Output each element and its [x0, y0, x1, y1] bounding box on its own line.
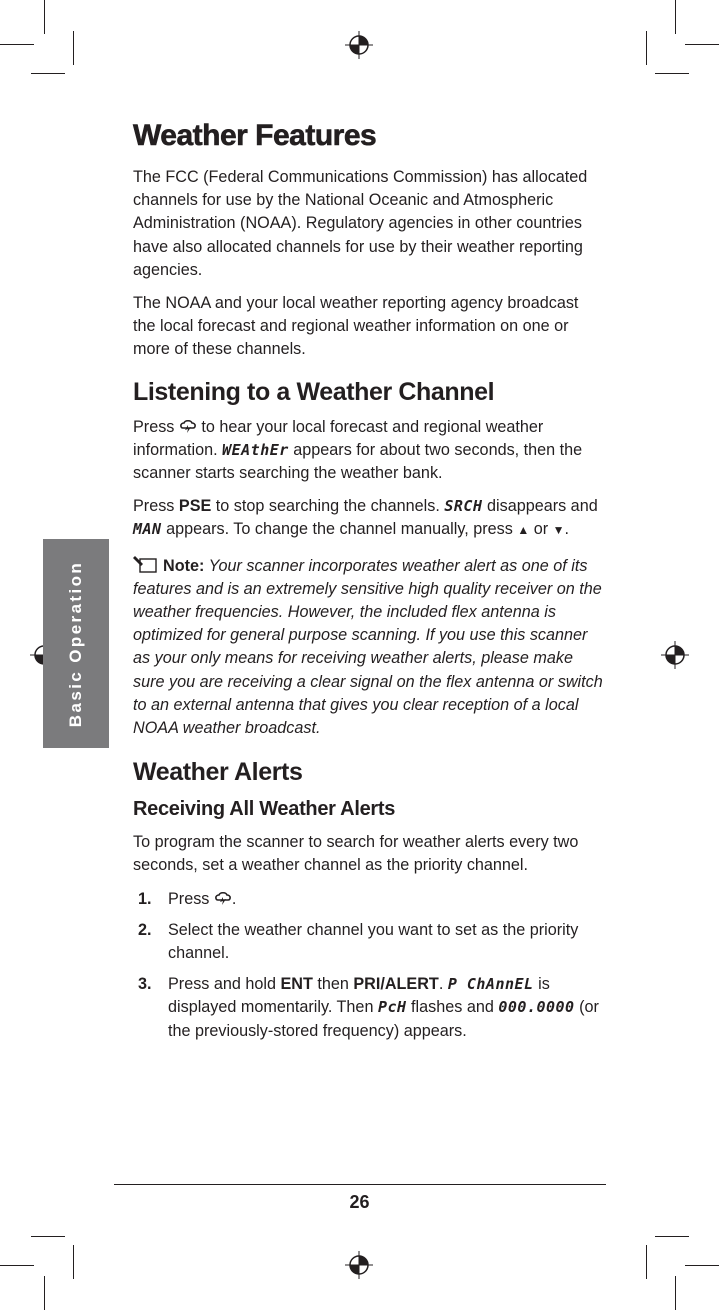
crop-mark [646, 31, 647, 65]
listening-para-1 [133, 416, 603, 486]
side-tab-label: Basic Operation [66, 560, 85, 727]
weather-features-para-1: The FCC (Federal Communications Commission) has allocated channels for use by the National Oceanic and Atmospheric Administration (NOAA). Regulatory agencies in other countries have also allocated channels for use by their weather reporting agencies. [133, 168, 588, 279]
page-number: 26 [349, 1192, 370, 1212]
text-fragment: Press [133, 417, 179, 436]
main-content [133, 118, 603, 1051]
weather-features-para-2: The NOAA and your local weather reporting agency broadcast the local forecast and regional weather information on one or more of these channels. [133, 294, 579, 359]
crop-mark [655, 1236, 689, 1237]
crop-mark [31, 1236, 65, 1237]
text-fragment: disappears and [482, 497, 598, 516]
crop-mark [675, 0, 676, 34]
text-fragment: Press and hold [168, 975, 281, 994]
text-fragment: to stop searching the channels. [211, 497, 445, 516]
list-item [133, 888, 603, 911]
weather-key-icon [214, 891, 232, 905]
note-text: Your scanner incorporates weather alert as one of its features and is an extremely sensitive high quality receiver on the weather frequencies. However, the included flex antenna is optimized for general purpose scanning. If you use this scanner as your only means for receiving weather alerts, please make sure you are receiving a clear signal on the flex antenna or switch to an external antenna that gives you clear reception of a local NOAA weather broadcast. [133, 556, 603, 738]
side-tab [43, 539, 109, 748]
text-fragment: . [564, 520, 570, 539]
crop-mark [655, 73, 689, 74]
listening-title: Listening to a Weather Channel [133, 377, 495, 406]
list-item [133, 919, 603, 965]
text-fragment: . [231, 889, 237, 908]
text-fragment: appears for about two seconds, then the scanner starts searching the weather bank. [133, 440, 583, 483]
text-fragment: or [529, 520, 553, 539]
pse-key-label: PSE [178, 497, 212, 516]
text-fragment: Press [133, 497, 179, 516]
crop-mark [0, 44, 34, 45]
lcd-man-text: MAN [133, 520, 162, 539]
receiving-alerts-subtitle: Receiving All Weather Alerts [133, 798, 396, 821]
text-fragment: appears. To change the channel manually, press [161, 520, 518, 539]
lcd-frequency-text: 000.0000 [498, 998, 575, 1017]
text-fragment: . [438, 975, 448, 994]
ent-key-label: ENT [280, 975, 313, 994]
pri-alert-key-label: PRI/ALERT [353, 975, 439, 994]
listening-para-2 [133, 495, 603, 542]
registration-mark-icon [345, 31, 373, 59]
step-number: 3. [138, 975, 152, 994]
list-item [133, 973, 603, 1043]
crop-mark [685, 1265, 719, 1266]
crop-mark [675, 1276, 676, 1310]
text-fragment: is displayed momentarily. Then [168, 975, 550, 1017]
steps-list [133, 888, 603, 1043]
text-fragment: Select the weather channel you want to set as the priority channel. [168, 920, 579, 963]
crop-mark [646, 1245, 647, 1279]
text-fragment: to hear your local forecast and regional weather information. [133, 417, 544, 459]
text-fragment: flashes and [406, 998, 499, 1017]
text-fragment: Press [168, 889, 214, 908]
crop-mark [685, 44, 719, 45]
text-fragment: then [312, 975, 354, 994]
lcd-srch-text: SRCH [444, 497, 483, 516]
crop-mark [44, 1276, 45, 1310]
crop-mark [0, 1265, 34, 1266]
down-arrow-icon: ▼ [552, 523, 565, 538]
registration-mark-icon [661, 641, 689, 669]
registration-mark-icon [345, 1251, 373, 1279]
weather-key-icon [179, 419, 197, 433]
lcd-pch-text: PcH [377, 998, 407, 1017]
note-pencil-icon [133, 556, 159, 574]
note-block [133, 555, 603, 741]
weather-features-title: Weather Features [133, 119, 377, 152]
crop-mark [44, 0, 45, 34]
crop-mark [31, 73, 65, 74]
footer-divider [114, 1184, 606, 1185]
lcd-p-channel-text: P ChAnnEL [447, 975, 534, 994]
up-arrow-icon: ▲ [517, 523, 530, 538]
step-number: 1. [138, 889, 152, 908]
crop-mark [73, 1245, 74, 1279]
step-number: 2. [138, 920, 152, 939]
weather-alerts-intro: To program the scanner to search for weather alerts every two seconds, set a weather channel as the priority channel. [133, 833, 579, 875]
note-label: Note: [163, 556, 205, 575]
crop-mark [73, 31, 74, 65]
text-fragment: (or the previously-stored frequency) appears. [168, 998, 599, 1040]
weather-alerts-title: Weather Alerts [133, 758, 303, 787]
lcd-weather-text: WEAthEr [222, 440, 289, 459]
